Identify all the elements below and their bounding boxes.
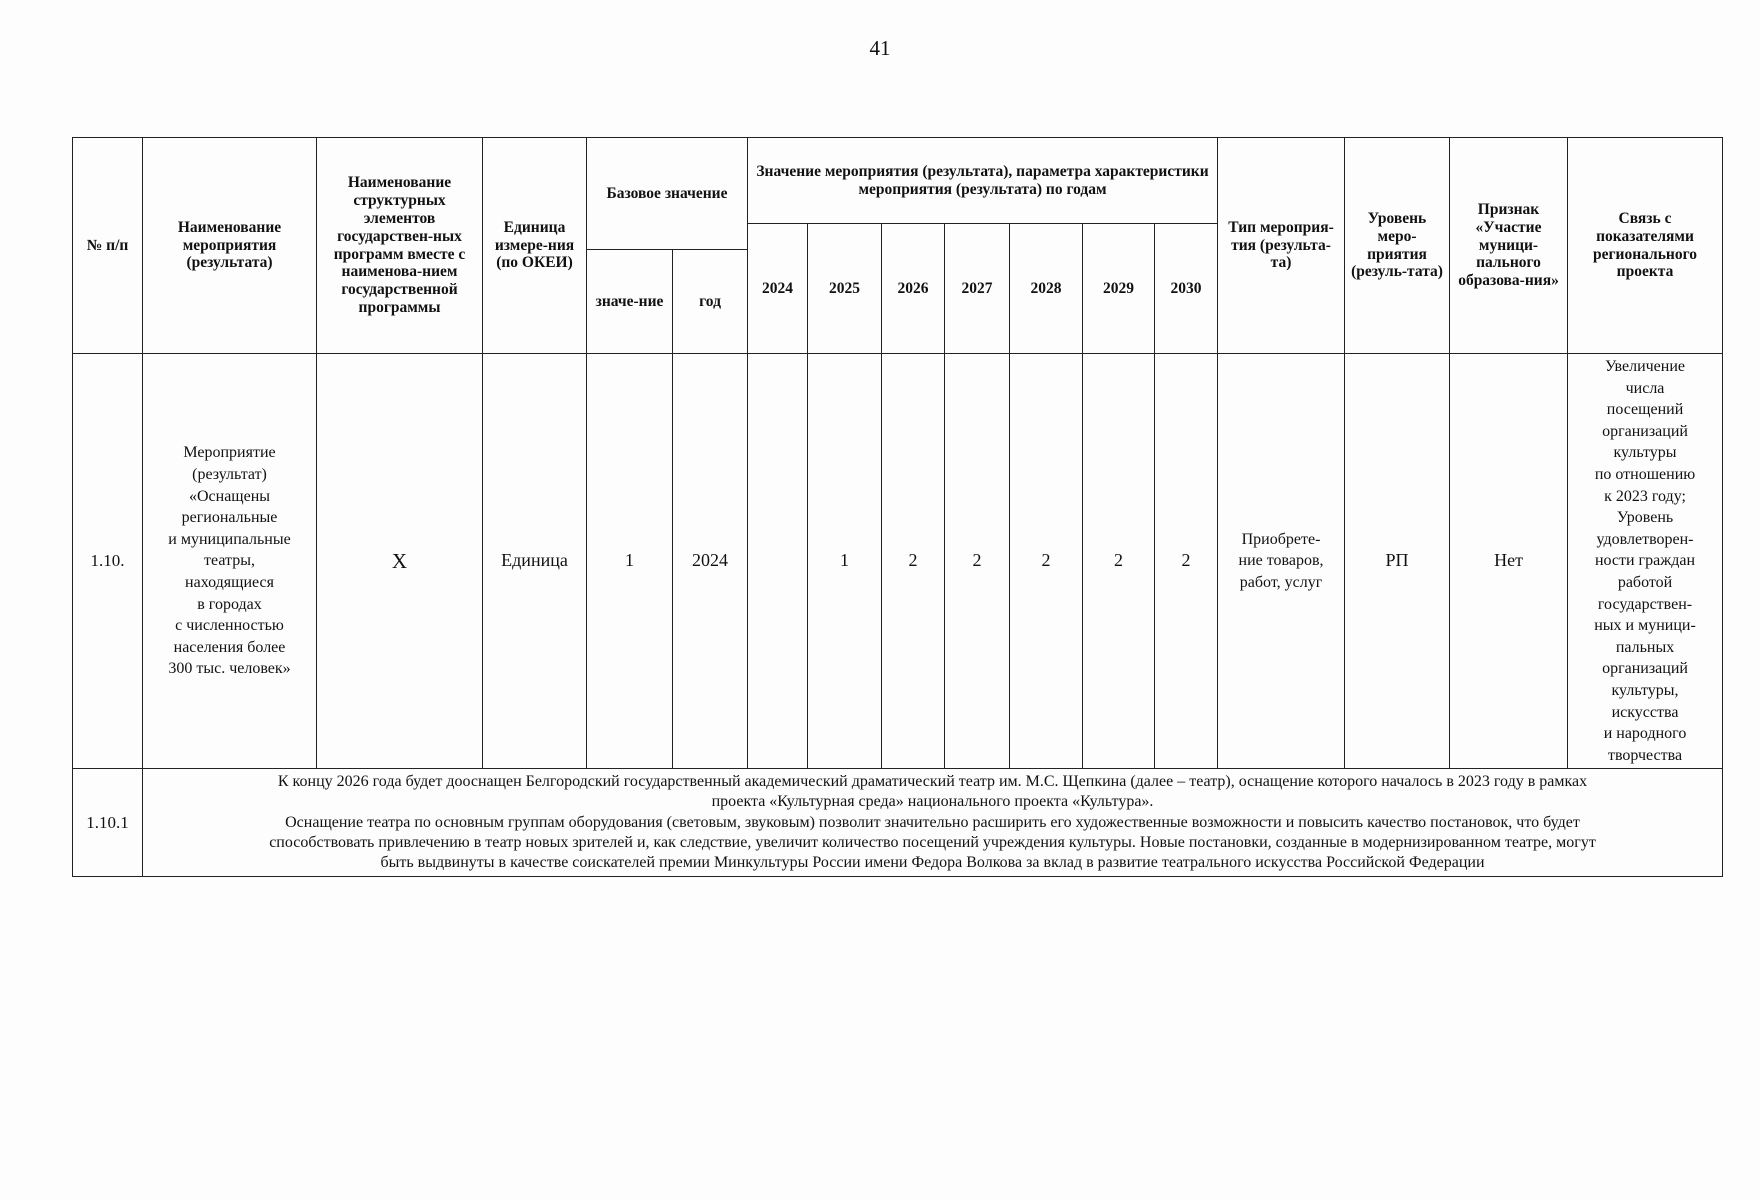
header-year-2030: 2030 (1155, 224, 1218, 354)
row-link-line: работой (1617, 573, 1673, 591)
activities-table (72, 137, 1723, 877)
note-line: К концу 2026 года будет дооснащен Белгородский государственный академический драматический театр им. М.С. Щепкина (далее – театр), оснащение которого началось в 2023 году в рамках (277, 773, 1588, 790)
row-link-line: культуры, (1611, 681, 1679, 699)
row-name-line: региональные (181, 509, 278, 527)
row-value-2025: 1 (808, 354, 882, 769)
row-value-2028: 2 (1010, 354, 1083, 769)
note-row (73, 769, 1723, 877)
note-line: быть выдвинуты в качестве соискателей премии Минкультуры России имени Федора Волкова за вклад в развитие театрального искусства Российской Федерации (380, 854, 1485, 872)
note-line: проекта «Культурная среда» национального проекта «Культура». (711, 793, 1154, 811)
header-year-2025: 2025 (808, 224, 882, 354)
header-type: Тип мероприя-тия (результа-та) (1218, 138, 1345, 354)
row-link-line: числа (1625, 379, 1665, 397)
page-number: 41 (869, 36, 891, 60)
row-unit: Единица (483, 354, 587, 769)
row-type-line: Приобрете- (1241, 530, 1321, 548)
row-level: РП (1345, 354, 1450, 769)
row-link-line: пальных (1615, 638, 1675, 656)
row-structural: X (317, 354, 483, 769)
row-link-line: организаций (1602, 660, 1688, 678)
row-municipal: Нет (1450, 354, 1568, 769)
row-link-line: Уровень (1616, 509, 1674, 527)
row-name-line: в городах (197, 595, 262, 613)
row-link-line: искусства (1611, 703, 1679, 721)
row-value-2029: 2 (1083, 354, 1155, 769)
row-link-line: творчества (1607, 746, 1683, 764)
row-link-line: ных и муници- (1594, 617, 1696, 635)
header-year-2029: 2029 (1083, 224, 1155, 354)
header-year-2024: 2024 (748, 224, 808, 354)
header-year-2028: 2028 (1010, 224, 1083, 354)
header-structural: Наименование структурных элементов государствен-ных программ вместе с наименова-нием государственной программы (317, 138, 483, 354)
header-num: № п/п (73, 138, 143, 354)
row-value-2027: 2 (945, 354, 1010, 769)
header-level: Уровень меро-приятия (резуль-тата) (1345, 138, 1450, 354)
note-text (143, 769, 1723, 877)
header-year-2026: 2026 (882, 224, 945, 354)
header-values-by-year: Значение мероприятия (результата), параметра характеристики мероприятия (результата) по годам (748, 138, 1218, 224)
row-name-line: 300 тыс. человек» (168, 660, 291, 678)
row-link-line: к 2023 году; (1604, 487, 1686, 505)
header-municipal: Признак «Участие муници-пального образова-ния» (1450, 138, 1568, 354)
row-link-line: организаций (1602, 422, 1688, 440)
row-link-line: по отношению (1594, 465, 1696, 483)
row-name-line: театры, (204, 552, 255, 570)
header-base: Базовое значение (587, 138, 748, 250)
row-link-line: и народного (1603, 725, 1687, 743)
row-base-value: 1 (587, 354, 673, 769)
row-link-line: Увеличение (1605, 358, 1686, 375)
row-num: 1.10. (73, 354, 143, 769)
row-name-line: (результат) (192, 465, 267, 483)
row-name-line: с численностью (175, 617, 284, 635)
header-year-2027: 2027 (945, 224, 1010, 354)
note-line: Оснащение театра по основным группам оборудования (световым, звуковым) позволит значительно расширить его художественные возможности и повысить качество постановок, что будет (285, 813, 1580, 831)
row-link (1568, 354, 1723, 769)
row-value-2026: 2 (882, 354, 945, 769)
row-link-line: культуры (1613, 444, 1677, 462)
row-link-line: ности граждан (1594, 552, 1696, 570)
header-base-value: значе-ние (587, 250, 673, 354)
row-link-line: государствен- (1597, 595, 1693, 613)
row-value-2030: 2 (1155, 354, 1218, 769)
row-name-line: «Оснащены (188, 487, 271, 505)
row-type (1218, 354, 1345, 769)
row-name (143, 354, 317, 769)
row-name-line: и муниципальные (168, 530, 291, 548)
row-name-line: Мероприятие (183, 444, 276, 462)
table-row (73, 354, 1723, 769)
row-name-line: находящиеся (185, 573, 274, 591)
row-name-line: населения более (173, 638, 286, 656)
row-type-line: работ, услуг (1239, 573, 1323, 591)
header-base-year: год (673, 250, 748, 354)
header-name: Наименование мероприятия (результата) (143, 138, 317, 354)
note-line: способствовать привлечению в театр новых зрителей и, как следствие, увеличит количество посещений учреждения культуры. Новые постановки, созданные в модернизированном театре, могут (269, 833, 1596, 851)
row-type-line: ние товаров, (1238, 552, 1324, 570)
row-value-2024 (748, 354, 808, 769)
row-link-line: удовлетворен- (1596, 530, 1694, 548)
header-link: Связь с показателями регионального проекта (1568, 138, 1723, 354)
row-base-year: 2024 (673, 354, 748, 769)
row-link-line: посещений (1606, 401, 1684, 419)
note-num: 1.10.1 (73, 769, 143, 877)
header-unit: Единица измере-ния (по ОКЕИ) (483, 138, 587, 354)
